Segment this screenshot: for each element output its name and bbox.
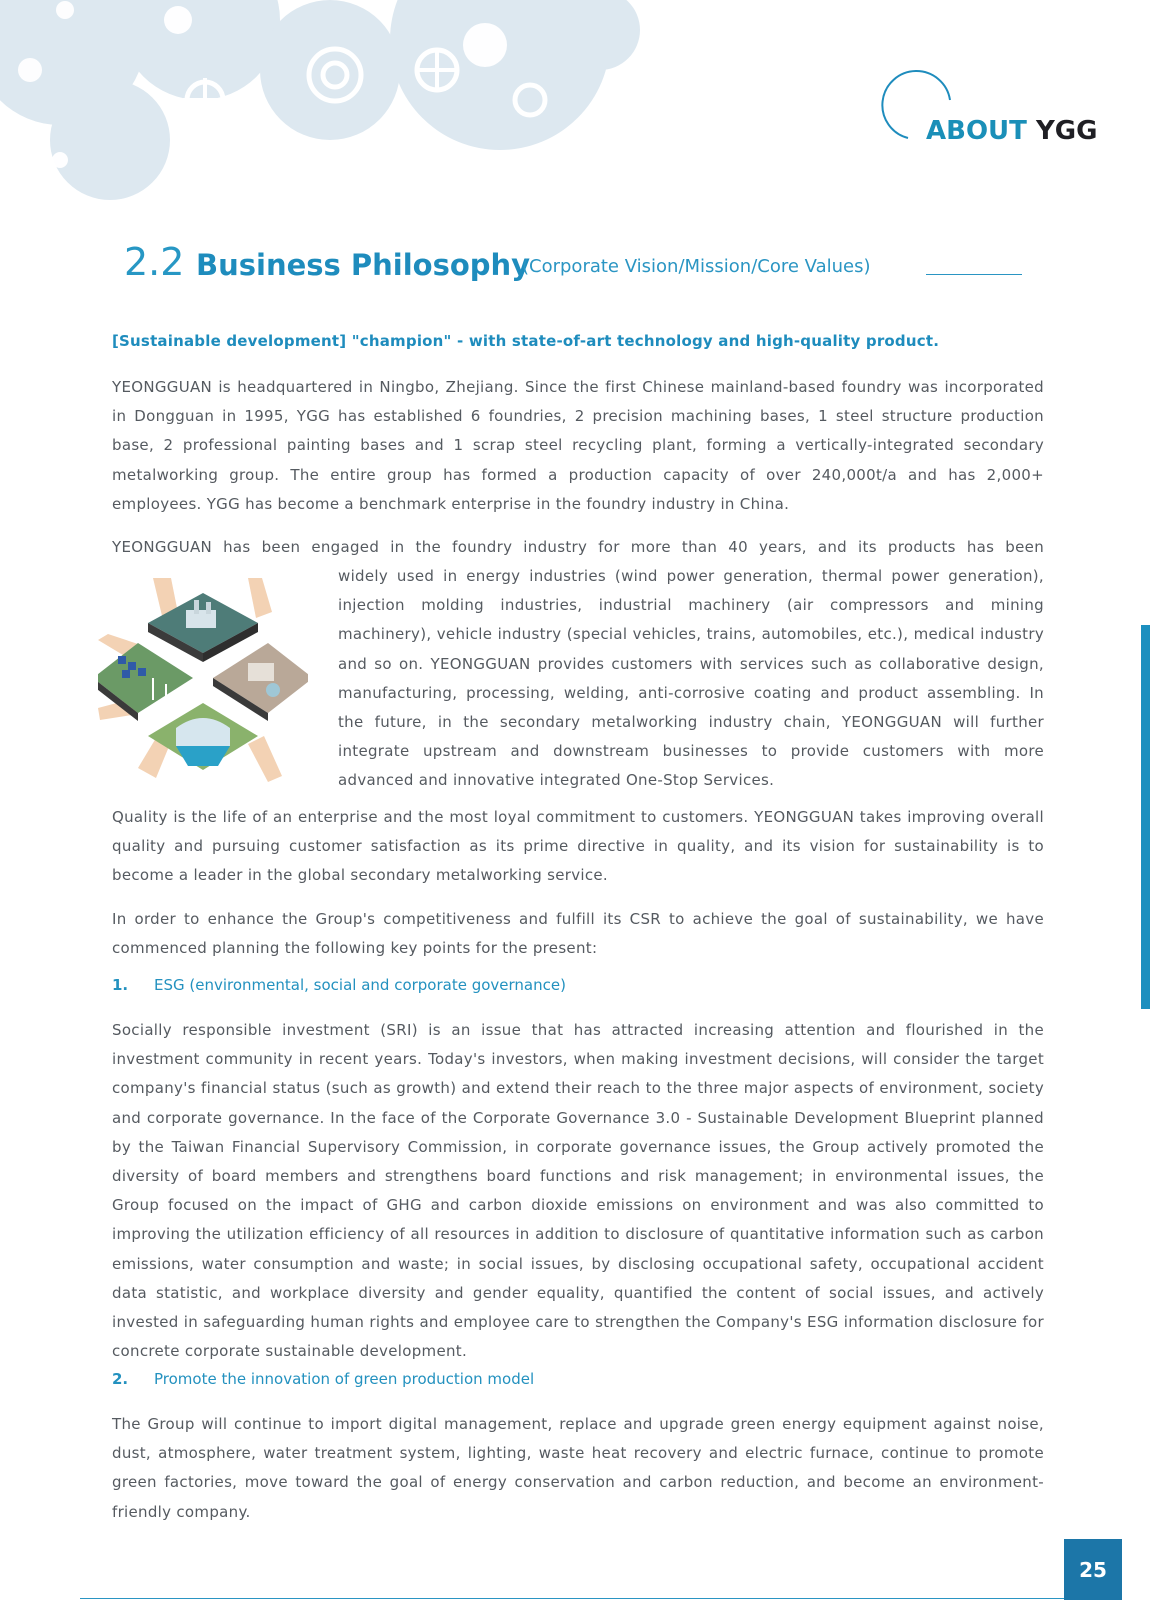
logo-about: ABOUT [926, 116, 1027, 146]
side-accent-bar [1141, 625, 1150, 1009]
paragraph-quality: Quality is the life of an enterprise and the most loyal commitment to customers. YEONGGUAN takes improving overall quality and pursuing customer satisfaction as its prime directive in quality, and its vision for sustainability is to become a leader in the global secondary metalworking service. [112, 808, 1044, 885]
title-rule [926, 274, 1022, 275]
paragraph-plan: In order to enhance the Group's competitiveness and fulfill its CSR to achieve the goal of sustainability, we have commenced planning the following key points for the present: [112, 910, 1044, 958]
section-title [124, 240, 1024, 290]
about-ygg-logo [880, 70, 1110, 150]
list-item-green-production [112, 1370, 534, 1388]
list-text: ESG (environmental, social and corporate governance) [154, 976, 566, 994]
paragraph-history-first-line: YEONGGUAN has been engaged in the foundry industry for more than 40 years, and its products has been [112, 538, 1044, 556]
list-text: Promote the innovation of green production model [154, 1370, 535, 1388]
list-item-esg [112, 976, 566, 994]
slogan: [Sustainable development] "champion" - with state-of-art technology and high-quality product. [112, 332, 940, 350]
logo-ygg: YGG [1035, 116, 1098, 146]
paragraph-history: widely used in energy industries (wind power generation, thermal power generation), injection molding industries, industrial machinery (air compressors and mining machinery), vehicle industry (special vehicles, trains, automobiles, etc.), medical industry and so on. YEONGGUAN provides customers with services such as collaborative design, manufacturing, processing, welding, anti-corrosive coating and product assembling. In the future, in the secondary metalworking industry chain, YEONGGUAN will further integrate upstream and downstream businesses to provide customers with more advanced and innovative integrated One-Stop Services. [338, 567, 1044, 790]
section-subtitle: (Corporate Vision/Mission/Core Values) [522, 256, 871, 277]
section-heading: Business Philosophy [196, 248, 531, 282]
list-number: 1. [112, 976, 129, 994]
gears-decoration [0, 0, 640, 200]
logo-text [926, 116, 1097, 146]
footer-rule [80, 1598, 1082, 1599]
industry-illustration [98, 578, 308, 788]
paragraph-intro: YEONGGUAN is headquartered in Ningbo, Zhejiang. Since the first Chinese mainland-based foundry was incorporated in Dongguan in 1995, YGG has established 6 foundries, 2 precision machining bases, 1 steel structure production base, 2 professional painting bases and 1 scrap steel recycling plant, forming a vertically-integrated secondary metalworking group. The entire group has formed a production capacity of over 240,000t/a and has 2,000+ employees. YGG has become a benchmark enterprise in the foundry industry in China. [112, 378, 1044, 513]
paragraph-sri: Socially responsible investment (SRI) is an issue that has attracted increasing attention and flourished in the investment community in recent years. Today's investors, when making investment decisions, will consider the target company's financial status (such as growth) and extend their reach to the three major aspects of environment, society and corporate governance. In the face of the Corporate Governance 3.0 - Sustainable Development Blueprint planned by the Taiwan Financial Supervisory Commission, in corporate governance issues, the Group actively promoted the diversity of board members and strengthens board functions and risk management; in environmental issues, the Group focused on the impact of GHG and carbon dioxide emissions on environment and was also committed to improving the utilization efficiency of all resources in addition to disclosure of quantitative information such as carbon emissions, water consumption and waste; in social issues, by disclosing occupational safety, occupational accident data statistic, and workplace diversity and gender equality, quantified the content of social issues, and actively invested in safeguarding human rights and employee care to strengthen the Company's ESG information disclosure for concrete corporate sustainable development. [112, 1021, 1044, 1361]
list-number: 2. [112, 1370, 129, 1388]
paragraph-green: The Group will continue to import digital management, replace and upgrade green energy equipment against noise, dust, atmosphere, water treatment system, lighting, waste heat recovery and electric furnace, continue to promote green factories, move toward the goal of energy conservation and carbon reduction, and become an environment-friendly company. [112, 1415, 1044, 1521]
page-number: 25 [1064, 1539, 1122, 1600]
section-number: 2.2 [124, 240, 185, 284]
